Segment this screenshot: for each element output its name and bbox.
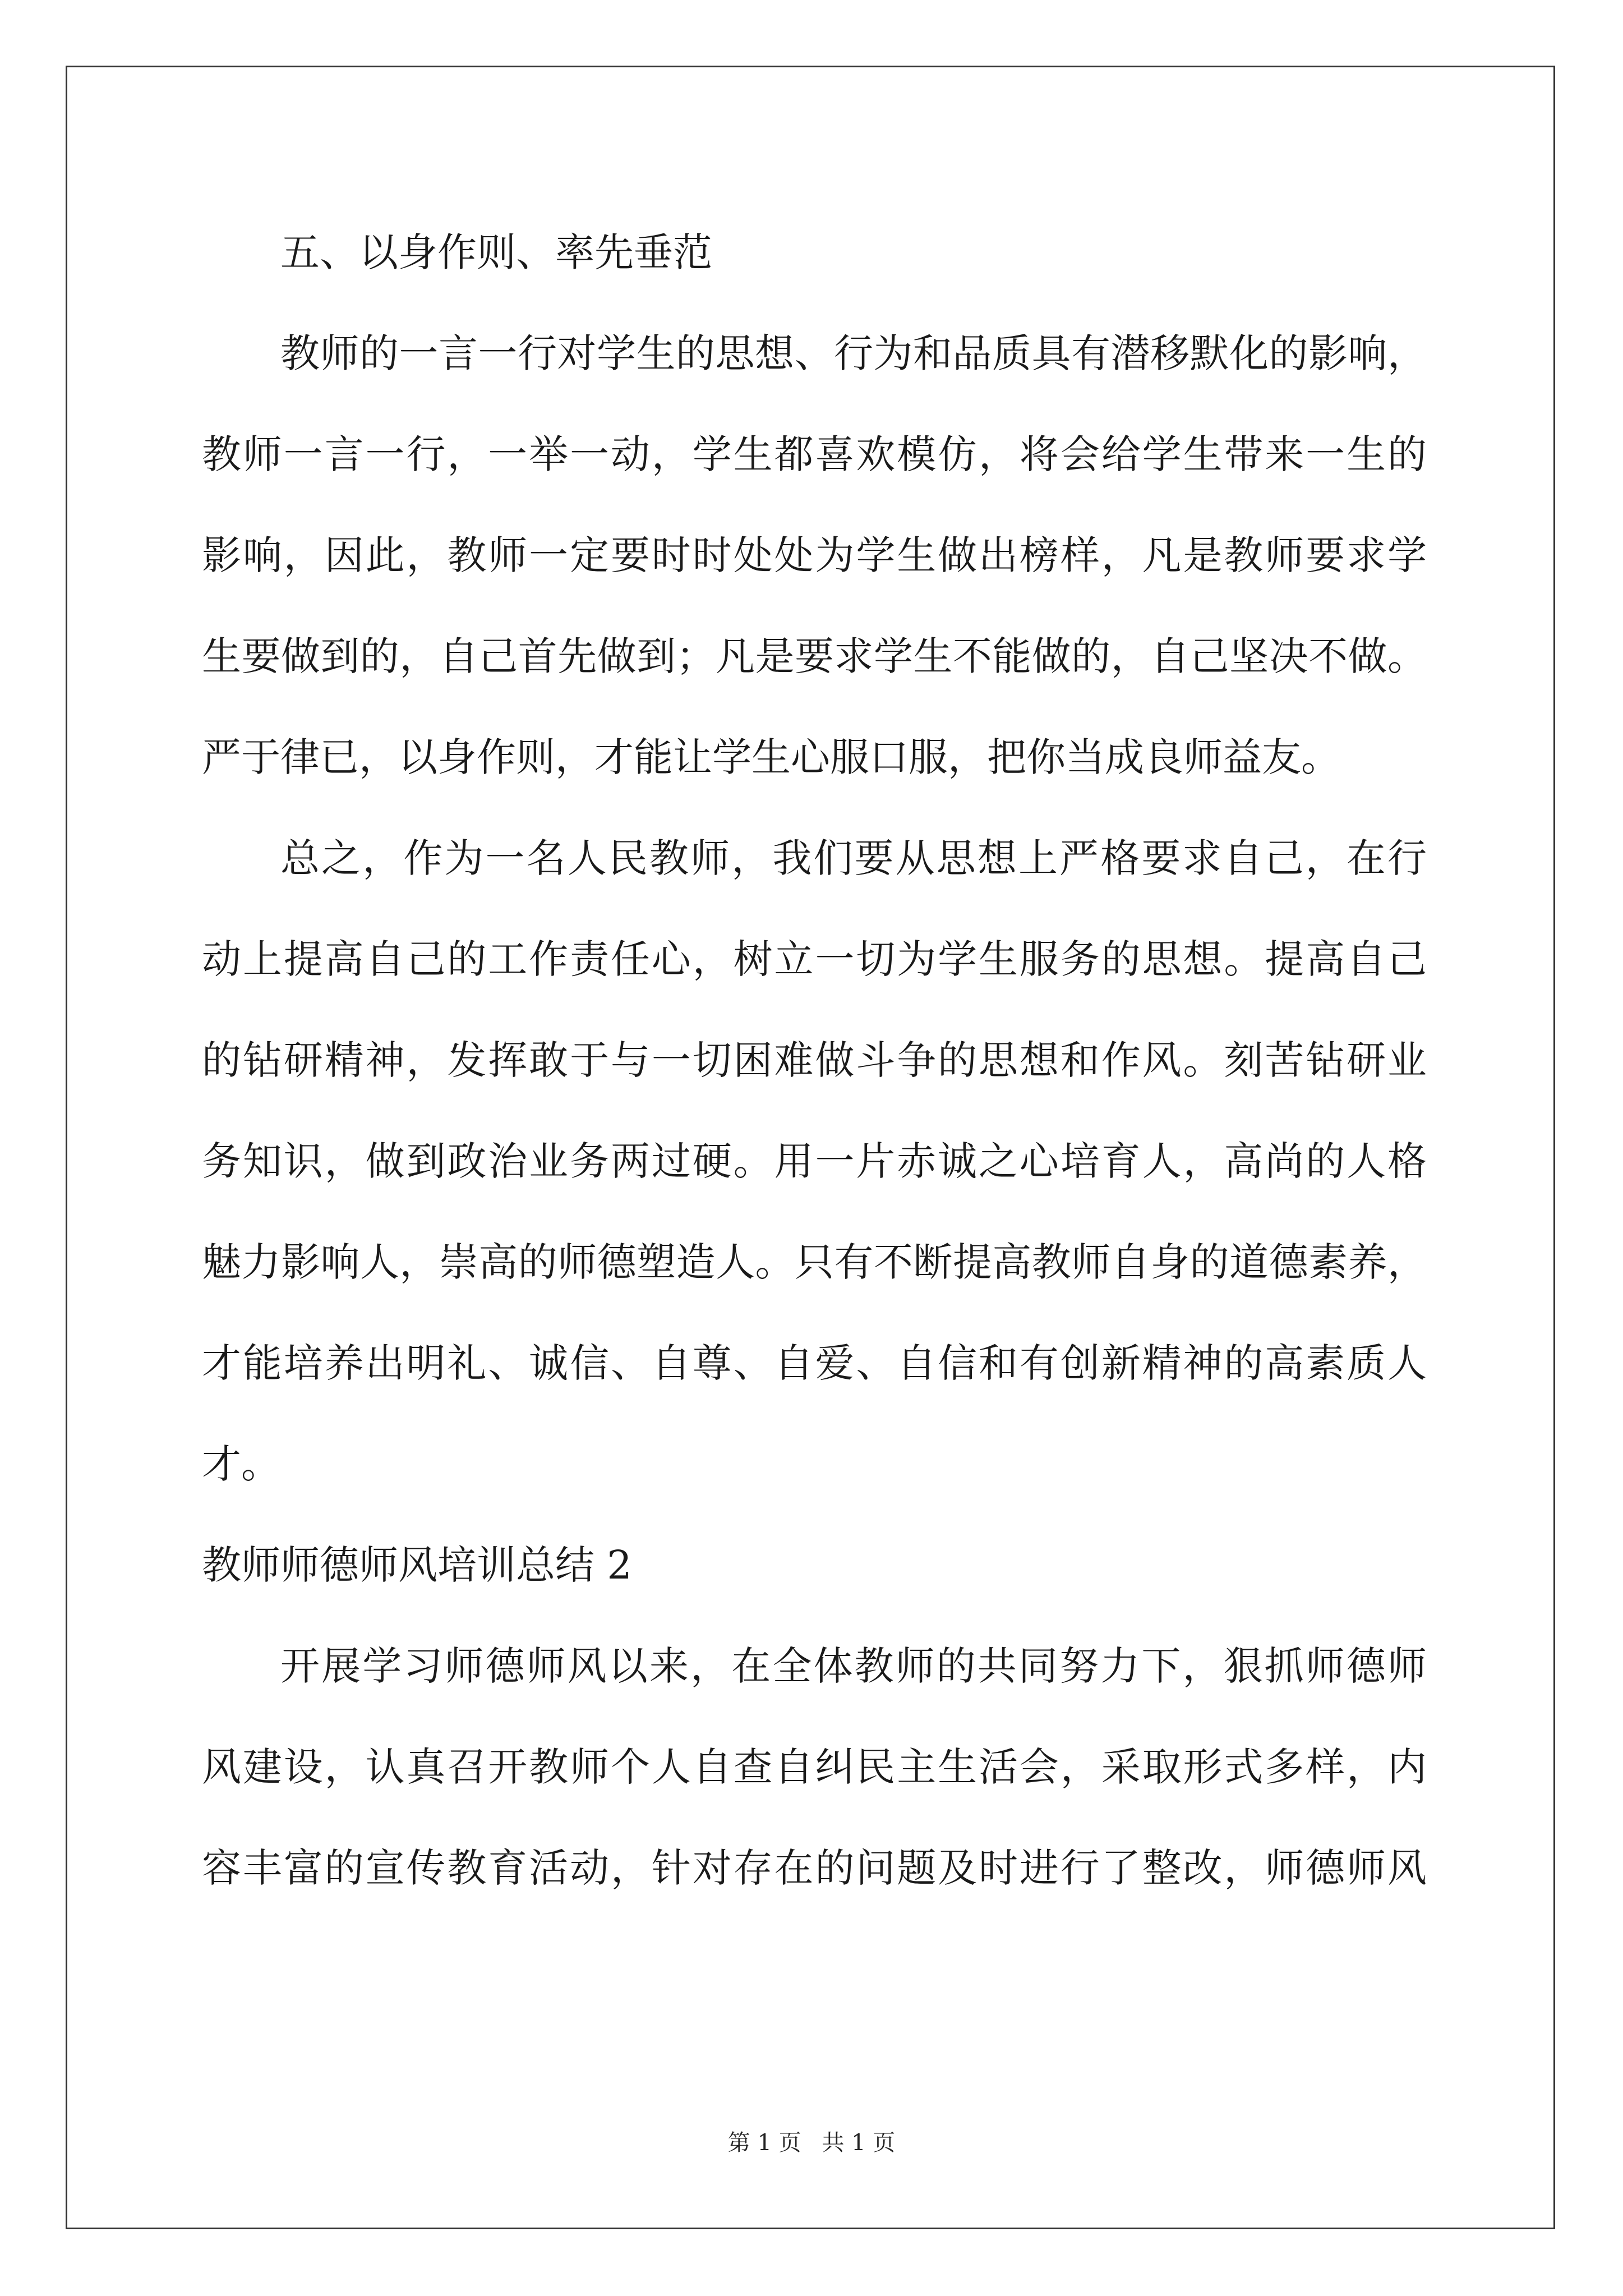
page-number: 第 1 页 [727,2130,801,2156]
text-line: 动上提高自己的工作责任心，树立一切为学生服务的思想。提高自己 [202,936,1427,982]
text-line: 务知识，做到政治业务两过硬。用一片赤诚之心培育人，高尚的人格 [202,1138,1427,1184]
text-line: 才能培养出明礼、诚信、自尊、自爱、自信和有创新精神的高素质人 [202,1340,1427,1386]
document-title-2: 教师师德师风培训总结 2 [202,1542,632,1588]
text-line: 容丰富的宣传教育活动，针对存在的问题及时进行了整改，师德师风 [202,1845,1427,1891]
text-line: 总之，作为一名人民教师，我们要从思想上严格要求自己，在行 [280,835,1427,881]
text-line: 才。 [202,1441,280,1487]
text-line: 影响，因此，教师一定要时时处处为学生做出榜样，凡是教师要求学 [202,532,1427,578]
paragraph-role-model [202,303,1427,808]
page-total: 共 1 页 [822,2130,896,2156]
paragraph-summary [202,808,1427,1515]
text-line: 生要做到的，自己首先做到；凡是要求学生不能做的，自己坚决不做。 [202,633,1427,679]
page-footer [0,2126,1623,2160]
text-line: 风建设，认真召开教师个人自查自纠民主生活会，采取形式多样，内 [202,1744,1427,1790]
text-line: 开展学习师德师风以来，在全体教师的共同努力下，狠抓师德师 [280,1643,1427,1689]
section-heading: 五、以身作则、率先垂范 [280,229,712,275]
document-body [202,202,1427,1918]
text-line: 严于律已，以身作则，才能让学生心服口服，把你当成良师益友。 [202,734,1340,780]
text-line: 的钻研精神，发挥敢于与一切困难做斗争的思想和作风。刻苦钻研业 [202,1037,1427,1083]
paragraph-training [202,1616,1427,1918]
text-line: 教师一言一行，一举一动，学生都喜欢模仿，将会给学生带来一生的 [202,431,1427,477]
text-line: 教师的一言一行对学生的思想、行为和品质具有潜移默化的影响， [280,330,1427,376]
text-line: 魅力影响人，崇高的师德塑造人。只有不断提高教师自身的道德素养， [202,1239,1427,1285]
